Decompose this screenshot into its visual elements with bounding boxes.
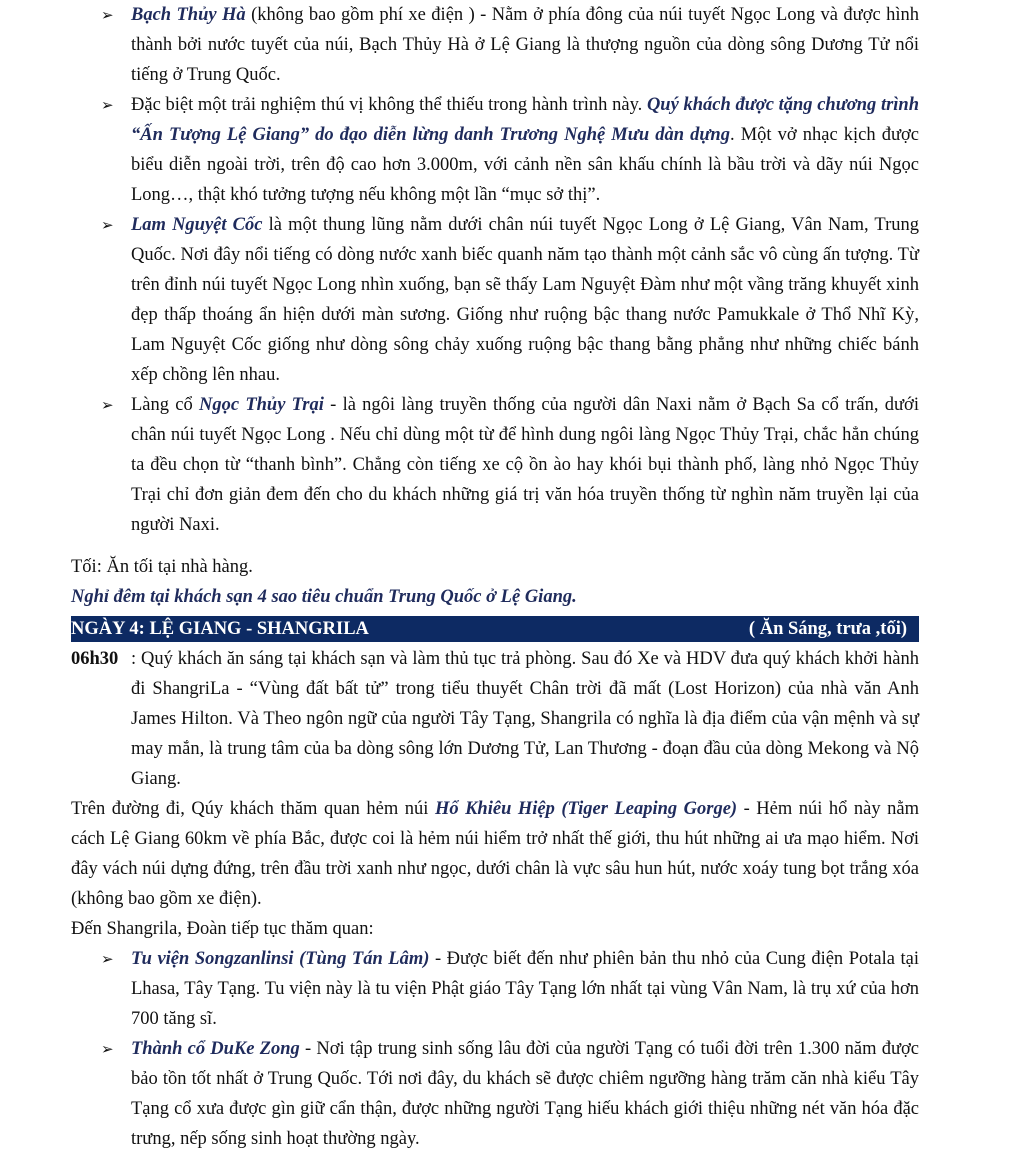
- place-name: Lam Nguyệt Cốc: [131, 215, 263, 235]
- bullet-text: . Một vở nhạc kịch được biểu diễn ngoài trời, trên độ cao hơn 3.000m, với cảnh nền sân khấu chính là bầu trời và dãy núi Ngọc Long…, thật khó tưởng tượng nếu không một lần “mục sở thị”.: [131, 125, 919, 205]
- arrive-line: Đến Shangrila, Đoàn tiếp tục thăm quan:: [71, 919, 374, 939]
- place-name: Thành cổ DuKe Zong: [131, 1039, 300, 1059]
- bullet-text: là một thung lũng nằm dưới chân núi tuyết Ngọc Long ở Lệ Giang, Vân Nam, Trung Quốc. Nơi đây nổi tiếng có dòng nước xanh biếc quanh năm tạo thành một cảnh sắc vô cùng ấn tượng. Từ trên đỉnh núi tuyết Ngọc Long nhìn xuống, bạn sẽ thấy Lam Nguyệt Đàm như một vầng trăng khuyết xinh đẹp thấp thoáng ẩn hiện dưới màn sương. Giống như ruộng bậc thang nước Pamukkale ở Thổ Nhĩ Kỳ, Lam Nguyệt Cốc giống như dòng sông chảy xuống ruộng bậc thang bằng phẳng như những chiếc bánh xếp chồng lên nhau.: [131, 215, 919, 385]
- bullet-lam-nguyet-coc: [71, 210, 919, 390]
- arrow-bullet-icon: ➢: [101, 1040, 114, 1058]
- schedule-time: 06h30: [71, 649, 119, 669]
- bullet-text: Đặc biệt một trải nghiệm thú vị không thể thiếu trong hành trình này.: [131, 95, 647, 115]
- schedule-text: : Quý khách ăn sáng tại khách sạn và làm thủ tục trả phòng. Sau đó Xe và HDV đưa quý khách khởi hành đi ShangriLa - “Vùng đất bất tử” trong tiểu thuyết Chân trời đã mất (Lost Horizon) của nhà văn Anh James Hilton. Và Theo ngôn ngữ của người Tây Tạng, Shangrila có nghĩa là địa điểm của vận mệnh và sự may mắn, là trung tâm của ba dòng sông lớn Dương Tử, Lan Thương - đoạn đầu của dòng Mekong và Nộ Giang.: [131, 649, 919, 789]
- highlight-text: Quý khách được tặng chương trình “Ấn Tượng Lệ Giang” do đạo diễn lừng danh Trương Nghệ Mưu dàn dựng: [131, 95, 919, 145]
- bullet-ngoc-thuy-trai: [71, 390, 919, 540]
- arrow-bullet-icon: ➢: [101, 950, 114, 968]
- day-meals: ( Ăn Sáng, trưa ,tối): [748, 619, 907, 639]
- place-name: Ngọc Thủy Trại: [199, 395, 324, 415]
- document-body: [71, 0, 919, 1151]
- place-name: Tu viện Songzanlinsi (Tùng Tán Lâm): [131, 949, 430, 969]
- arrow-bullet-icon: ➢: [101, 396, 114, 414]
- place-name: Hổ Khiêu Hiệp (Tiger Leaping Gorge): [434, 799, 738, 819]
- paragraph-text: - Hẻm núi hổ này nằm cách Lệ Giang 60km về phía Bắc, được coi là hẻm núi hiểm trở nhất thế giới, thu hút những ai ưa mạo hiểm. Nơi đây vách núi dựng đứng, trên đầu trời xanh như ngọc, dưới chân là vực sâu hun hút, nước xoáy tung bọt trắng xóa (không bao gồm xe điện).: [71, 799, 919, 909]
- arrow-bullet-icon: ➢: [101, 216, 114, 234]
- bullet-text: - Được biết đến như phiên bản thu nhỏ của Cung điện Potala tại Lhasa, Tây Tạng. Tu viện này là tu viện Phật giáo Tây Tạng lớn nhất tại vùng Vân Nam, là trụ xứ của hơn 700 tăng sĩ.: [131, 949, 919, 1029]
- paragraph-text: Trên đường đi, Qúy khách thăm quan hẻm núi: [71, 799, 435, 819]
- dinner-line: Tối: Ăn tối tại nhà hàng.: [71, 557, 253, 577]
- bullet-impression-show: [71, 90, 919, 210]
- day-title: NGÀY 4: LỆ GIANG - SHANGRILA: [71, 619, 369, 639]
- bullet-bach-thuy-ha: [71, 0, 919, 90]
- day-header-bar: [71, 616, 919, 642]
- arrow-bullet-icon: ➢: [101, 96, 114, 114]
- bullet-songzanlinsi: [71, 944, 919, 1034]
- bullet-duke-zong: [71, 1034, 919, 1151]
- bullet-text: - là ngôi làng truyền thống của người dân Naxi nằm ở Bạch Sa cổ trấn, dưới chân núi tuyết Ngọc Long . Nếu chỉ dùng một từ để hình dung ngôi làng Ngọc Thủy Trại, chắc hẳn chúng ta đều chọn từ “thanh bình”. Chẳng còn tiếng xe cộ ồn ào hay khói bụi thành phố, làng nhỏ Ngọc Thủy Trại chỉ đơn giản đem đến cho du khách những giá trị văn hóa truyền thống từ nghìn năm truyền lại của người Naxi.: [131, 395, 919, 535]
- overnight-line: Nghỉ đêm tại khách sạn 4 sao tiêu chuẩn Trung Quốc ở Lệ Giang.: [71, 587, 577, 607]
- gorge-paragraph: [71, 794, 919, 914]
- arrow-bullet-icon: ➢: [101, 6, 114, 24]
- spacer: [71, 540, 919, 552]
- schedule-0630: [71, 644, 919, 794]
- bullet-text: (không bao gồm phí xe điện ) - Nằm ở phía đông của núi tuyết Ngọc Long và được hình thành bởi nước tuyết của núi, Bạch Thủy Hà ở Lệ Giang là thượng nguồn của dòng sông Dương Tử nổi tiếng ở Trung Quốc.: [131, 5, 919, 85]
- bullet-text: Làng cổ: [131, 395, 199, 415]
- place-name: Bạch Thủy Hà: [131, 5, 246, 25]
- bullet-text: - Nơi tập trung sinh sống lâu đời của người Tạng có tuổi đời trên 1.300 năm được bảo tồn tốt nhất ở Trung Quốc. Tới nơi đây, du khách sẽ được chiêm ngưỡng hàng trăm căn nhà kiểu Tây Tạng cổ xưa được gìn giữ cẩn thận, được những người Tạng hiếu khách giới thiệu những nét văn hóa đặc trưng, nếp sống sinh hoạt thường ngày.: [131, 1039, 919, 1149]
